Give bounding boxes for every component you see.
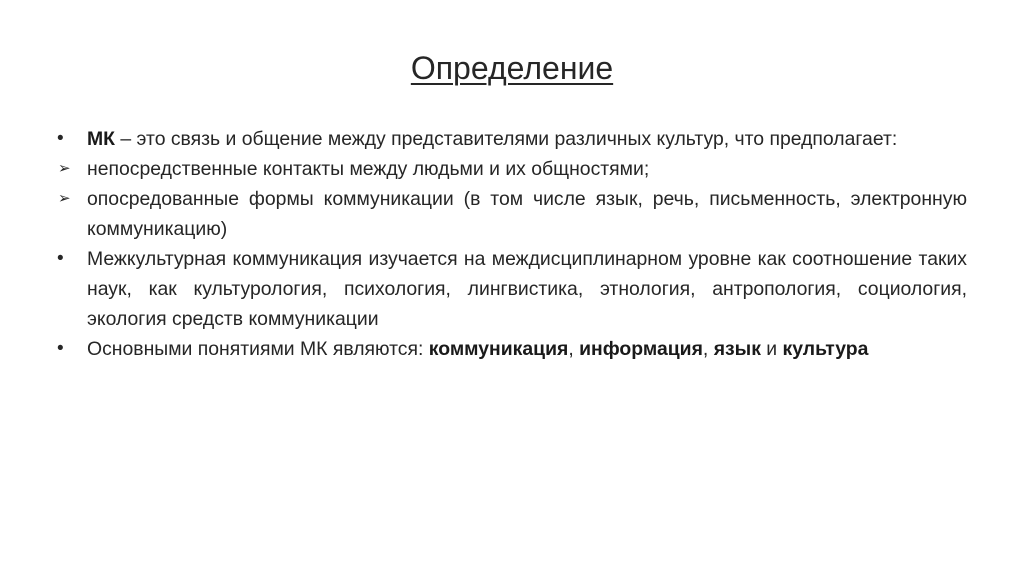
arrow-bullet-icon: ➢ — [58, 190, 71, 207]
bullet-item-interdisciplinary — [57, 244, 967, 334]
interdisciplinary-text: Межкультурная коммуникация изучается на междисциплинарном уровне как соотношение таких наук, как культурология, психология, лингвистика, этнология, антропология, социология, экология средств коммуникации — [87, 248, 967, 330]
concept-information: информация — [579, 338, 703, 360]
definition-text: – это связь и общение между представителями различных культур, что предполагает: — [115, 128, 898, 150]
direct-contacts-text: непосредственные контакты между людьми и их общностями; — [87, 158, 650, 180]
sub-item-direct-contacts — [57, 154, 967, 184]
bullet-dot-icon: • — [57, 128, 64, 149]
arrow-bullet-icon: ➢ — [58, 160, 71, 177]
bullet-list — [57, 124, 967, 364]
term-mk: МК — [87, 128, 115, 150]
concept-communication: коммуникация — [428, 338, 569, 360]
comma-separator: , — [568, 338, 580, 360]
comma-separator: , — [702, 338, 714, 360]
key-concepts-intro: Основными понятиями МК являются: — [87, 338, 429, 360]
bullet-dot-icon: • — [57, 338, 64, 359]
bullet-item-key-concepts — [57, 334, 967, 364]
bullet-item-definition — [57, 124, 967, 154]
concept-culture: культура — [782, 338, 869, 360]
concept-language: язык — [713, 338, 761, 360]
slide-title: Определение — [410, 50, 614, 86]
mediated-forms-text: опосредованные формы коммуникации (в том числе язык, речь, письменность, электронную коммуникацию) — [87, 188, 967, 240]
and-separator: и — [760, 338, 783, 360]
bullet-dot-icon: • — [57, 248, 64, 269]
sub-item-mediated-forms — [57, 184, 967, 244]
